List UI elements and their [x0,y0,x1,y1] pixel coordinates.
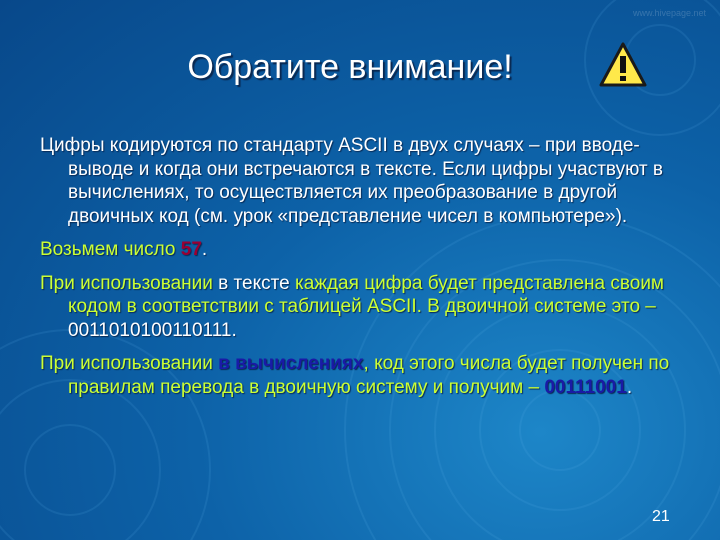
text-segment: каждая цифра будет представлена своим кодом в соответствии с таблицей ASCII. В двоичной системе это – [68,272,664,317]
paragraph-ascii-cases [40,134,680,228]
period: . [231,319,237,341]
binary-code-text: 0011010100110111 [68,319,232,341]
paragraph-calc-usage [40,352,680,399]
binary-code-calc: 00111001 [544,376,627,398]
warning-icon [598,40,648,90]
text-segment: При использовании [40,353,219,374]
text-segment: в тексте [212,272,295,294]
paragraph-text-usage [40,272,680,343]
period: . [626,376,633,398]
slide-content [40,134,680,409]
watermark: www.hivepage.net [632,8,706,18]
paragraph-text: Цифры кодируются по стандарту ASCII в двух случаях – при вводе-выводе и когда они встречаются в тексте. Если цифры участвуют в вычислениях, то осуществляется их преобразование в другой двоичных код (см. урок «представление чисел в компьютере»). [40,135,663,227]
paragraph-text: Возьмем число [40,239,181,260]
number-57: 57 [180,239,202,260]
highlight-calculations: в вычислениях [218,353,364,374]
text-segment: При использовании [40,272,213,294]
page-number: 21 [652,508,670,525]
slide-title: Обратите внимание! [187,48,513,86]
period: . [201,239,208,260]
paragraph-take-number [40,238,680,262]
text-segment: , код этого числа будет получен по правилам перевода в двоичную систему и получим – [68,353,670,398]
